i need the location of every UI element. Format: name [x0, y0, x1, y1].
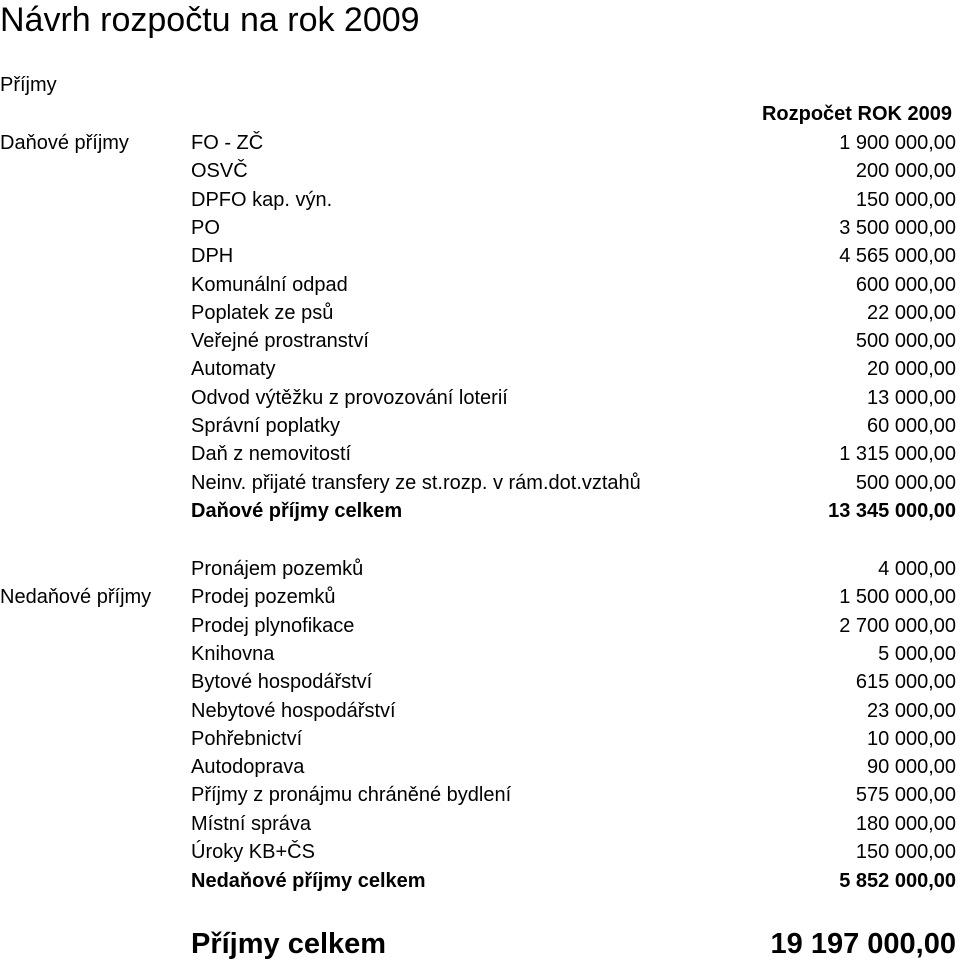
- row-label: Bytové hospodářství: [191, 671, 373, 694]
- row-value: 500 000,00: [855, 471, 956, 494]
- row-label: Odvod výtěžku z provozování loterií: [191, 386, 508, 409]
- table-row: [0, 838, 960, 866]
- table-row: [0, 271, 960, 299]
- row-value: 10 000,00: [867, 727, 956, 750]
- row-label: Daň z nemovitostí: [191, 443, 352, 466]
- table-row: [0, 440, 960, 468]
- subtotal-label: Daňové příjmy celkem: [191, 500, 403, 522]
- subtotal-row: [0, 867, 960, 895]
- row-label: Příjmy z pronájmu chráněné bydlení: [191, 784, 512, 807]
- row-label: Pohřebnictví: [191, 727, 303, 750]
- row-label: Správní poplatky: [191, 415, 340, 437]
- subtotal-value: 5 852 000,00: [839, 870, 956, 892]
- row-value: 4 565 000,00: [839, 245, 956, 268]
- table-row: [0, 810, 960, 838]
- row-value: 3 500 000,00: [839, 216, 956, 239]
- row-value: 2 700 000,00: [839, 614, 956, 637]
- subtotal-label: Nedaňové příjmy celkem: [191, 870, 426, 892]
- table-row: [0, 242, 960, 270]
- row-label: Pronájem pozemků: [191, 558, 364, 580]
- row-label: Poplatek ze psů: [191, 301, 334, 324]
- row-label: Komunální odpad: [191, 273, 348, 296]
- row-value: 1 500 000,00: [839, 586, 956, 609]
- category-label: Nedaňové příjmy: [0, 586, 152, 609]
- row-value: 600 000,00: [855, 273, 956, 296]
- row-value: 150 000,00: [855, 841, 956, 863]
- table-row: [0, 555, 960, 583]
- document-title: Návrh rozpočtu na rok 2009: [0, 1, 420, 39]
- row-label: Místní správa: [191, 812, 312, 835]
- row-label: Autodoprava: [191, 756, 305, 779]
- row-value: 13 000,00: [867, 386, 956, 409]
- table-row: [0, 355, 960, 383]
- row-value: 615 000,00: [855, 671, 956, 694]
- row-label: PO: [191, 216, 220, 239]
- row-label: Nebytové hospodářství: [191, 699, 396, 722]
- table-row: [0, 612, 960, 640]
- table-row: [0, 129, 960, 157]
- row-label: DPFO kap. výn.: [191, 188, 333, 211]
- subtotal-value: 13 345 000,00: [828, 500, 956, 522]
- table-row: [0, 384, 960, 412]
- row-value: 150 000,00: [855, 188, 956, 211]
- row-label: Prodej pozemků: [191, 586, 336, 609]
- table-row: [0, 640, 960, 668]
- table-row: [0, 725, 960, 753]
- row-value: 500 000,00: [855, 330, 956, 353]
- category-label: Daňové příjmy: [0, 132, 129, 154]
- row-value: 1 315 000,00: [839, 443, 956, 466]
- grand-total-value: 19 197 000,00: [770, 928, 956, 960]
- table-row: [0, 214, 960, 242]
- row-label: Veřejné prostranství: [191, 330, 369, 353]
- row-value: 4 000,00: [878, 558, 956, 580]
- table-row: [0, 697, 960, 725]
- row-value: 23 000,00: [867, 699, 956, 722]
- row-value: 60 000,00: [867, 415, 956, 437]
- row-value: 90 000,00: [867, 756, 956, 779]
- table-row: [0, 186, 960, 214]
- row-label: Neinv. přijaté transfery ze st.rozp. v rám.dot.vztahů: [191, 471, 641, 494]
- table-row: [0, 327, 960, 355]
- row-label: Knihovna: [191, 642, 275, 665]
- row-label: FO - ZČ: [191, 132, 264, 154]
- row-value: 20 000,00: [867, 358, 956, 381]
- row-label: OSVČ: [191, 160, 248, 183]
- row-value: 22 000,00: [867, 301, 956, 324]
- table-row: [0, 412, 960, 440]
- row-label: Prodej plynofikace: [191, 614, 355, 637]
- section-heading: Příjmy: [0, 74, 57, 96]
- grand-total-row: [0, 926, 960, 962]
- subtotal-row: [0, 497, 960, 525]
- row-label: DPH: [191, 245, 234, 268]
- row-value: 1 900 000,00: [839, 132, 956, 154]
- row-label: Automaty: [191, 358, 276, 381]
- grand-total-label: Příjmy celkem: [191, 928, 387, 960]
- row-value: 180 000,00: [855, 812, 956, 835]
- row-label: Úroky KB+ČS: [191, 841, 315, 863]
- table-row: [0, 781, 960, 809]
- row-value: 200 000,00: [855, 160, 956, 183]
- table-row: [0, 469, 960, 497]
- table-row: [0, 299, 960, 327]
- table-row: [0, 753, 960, 781]
- column-header: Rozpočet ROK 2009: [761, 103, 952, 125]
- row-value: 575 000,00: [855, 784, 956, 807]
- row-value: 5 000,00: [878, 642, 956, 665]
- table-row: [0, 583, 960, 611]
- table-row: [0, 668, 960, 696]
- table-row: [0, 157, 960, 185]
